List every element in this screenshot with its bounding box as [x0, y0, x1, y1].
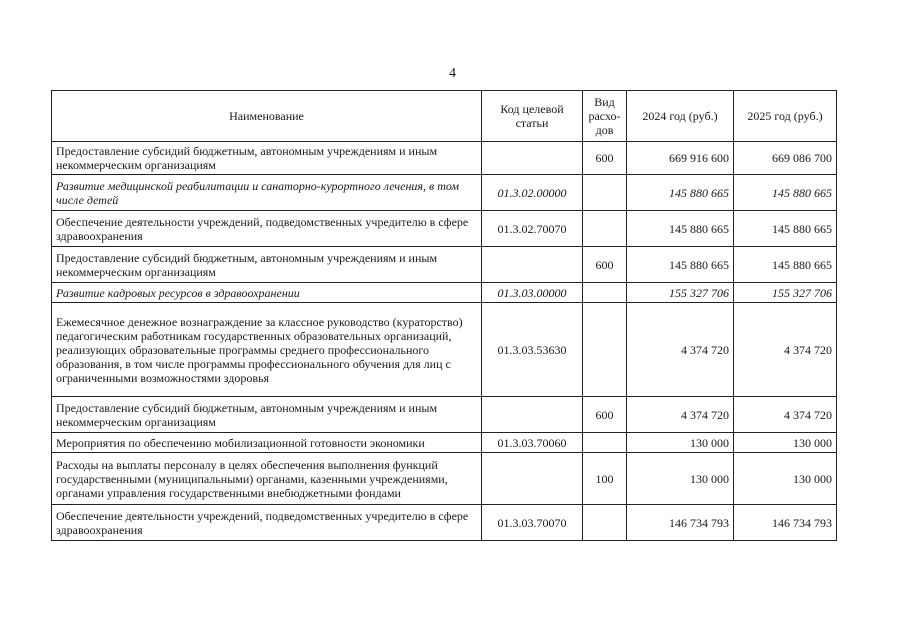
table-header-row — [52, 91, 837, 142]
table-row — [52, 142, 837, 175]
row-2024-amount: 145 880 665 — [627, 247, 734, 283]
row-2025-amount: 145 880 665 — [734, 211, 837, 247]
row-name: Предоставление субсидий бюджетным, автономным учреждениям и иным некоммерческим организациям — [52, 397, 482, 433]
row-2025-amount: 130 000 — [734, 453, 837, 505]
row-type: 600 — [583, 142, 627, 175]
row-type: 100 — [583, 453, 627, 505]
row-2024-amount: 130 000 — [627, 433, 734, 453]
header-code: Код целевой статьи — [482, 91, 583, 142]
row-type — [583, 303, 627, 397]
row-2025-amount: 4 374 720 — [734, 397, 837, 433]
table-row — [52, 453, 837, 505]
row-code: 01.3.02.00000 — [482, 175, 583, 211]
table-row — [52, 433, 837, 453]
row-type — [583, 211, 627, 247]
row-name: Развитие кадровых ресурсов в здравоохранении — [52, 283, 482, 303]
row-2025-amount: 145 880 665 — [734, 175, 837, 211]
row-2024-amount: 155 327 706 — [627, 283, 734, 303]
row-2025-amount: 130 000 — [734, 433, 837, 453]
row-code — [482, 247, 583, 283]
row-2025-amount: 155 327 706 — [734, 283, 837, 303]
header-2025: 2025 год (руб.) — [734, 91, 837, 142]
row-type — [583, 175, 627, 211]
row-2025-amount: 4 374 720 — [734, 303, 837, 397]
row-name: Предоставление субсидий бюджетным, автономным учреждениям и иным некоммерческим организациям — [52, 247, 482, 283]
row-2025-amount: 146 734 793 — [734, 505, 837, 541]
row-2024-amount: 145 880 665 — [627, 211, 734, 247]
budget-table — [51, 90, 837, 541]
row-code: 01.3.03.70060 — [482, 433, 583, 453]
row-code: 01.3.02.70070 — [482, 211, 583, 247]
row-2024-amount: 669 916 600 — [627, 142, 734, 175]
header-type: Вид расхо-дов — [583, 91, 627, 142]
table-row — [52, 211, 837, 247]
page-number: 4 — [449, 66, 456, 81]
header-2024: 2024 год (руб.) — [627, 91, 734, 142]
row-type: 600 — [583, 397, 627, 433]
row-2024-amount: 4 374 720 — [627, 397, 734, 433]
row-name: Мероприятия по обеспечению мобилизационной готовности экономики — [52, 433, 482, 453]
row-name: Ежемесячное денежное вознаграждение за классное руководство (кураторство) педагогическим работникам государственных образовательных организаций, реализующих образовательные программы среднего профессионального образования, в том числе программы профессионального обучения для лиц с ограниченными возможностями здоровья — [52, 303, 482, 397]
row-name: Расходы на выплаты персоналу в целях обеспечения выполнения функций государственными (муниципальными) органами, казенными учреждениями, органами управления государственными внебюджетными фондами — [52, 453, 482, 505]
row-code: 01.3.03.70070 — [482, 505, 583, 541]
row-type — [583, 433, 627, 453]
row-name: Обеспечение деятельности учреждений, подведомственных учредителю в сфере здравоохранения — [52, 505, 482, 541]
row-type — [583, 505, 627, 541]
row-2025-amount: 669 086 700 — [734, 142, 837, 175]
row-2024-amount: 4 374 720 — [627, 303, 734, 397]
row-name: Развитие медицинской реабилитации и санаторно-курортного лечения, в том числе детей — [52, 175, 482, 211]
row-name: Обеспечение деятельности учреждений, подведомственных учредителю в сфере здравоохранения — [52, 211, 482, 247]
row-2024-amount: 146 734 793 — [627, 505, 734, 541]
row-2024-amount: 130 000 — [627, 453, 734, 505]
table-row — [52, 247, 837, 283]
table-row — [52, 303, 837, 397]
row-2024-amount: 145 880 665 — [627, 175, 734, 211]
table-row — [52, 175, 837, 211]
row-code — [482, 453, 583, 505]
table-row — [52, 505, 837, 541]
row-type — [583, 283, 627, 303]
table-row — [52, 283, 837, 303]
row-2025-amount: 145 880 665 — [734, 247, 837, 283]
table-body — [52, 142, 837, 541]
header-name: Наименование — [52, 91, 482, 142]
row-code: 01.3.03.53630 — [482, 303, 583, 397]
row-name: Предоставление субсидий бюджетным, автономным учреждениям и иным некоммерческим организациям — [52, 142, 482, 175]
row-type: 600 — [583, 247, 627, 283]
table-row — [52, 397, 837, 433]
row-code — [482, 142, 583, 175]
row-code: 01.3.03.00000 — [482, 283, 583, 303]
row-code — [482, 397, 583, 433]
